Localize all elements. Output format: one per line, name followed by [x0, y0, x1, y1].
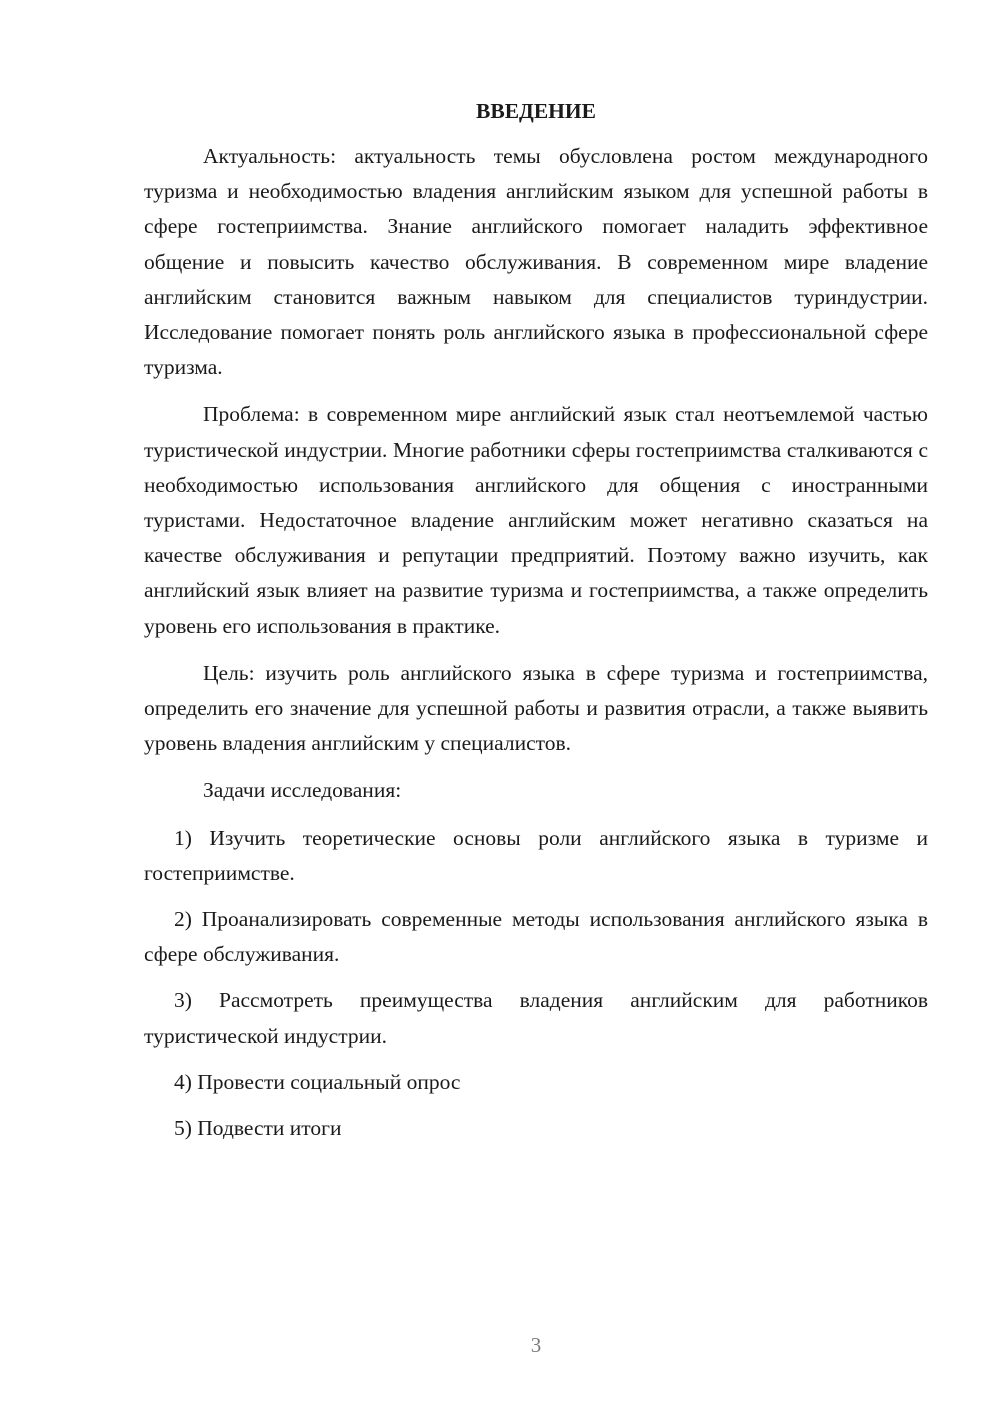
list-item: 5) Подвести итоги — [174, 1116, 342, 1141]
problem-paragraph: Проблема: в современном мире английский язык стал неотъемлемой частью туристической индустрии. Многие работники сферы гостеприимства сталкиваются с необходимостью использования английского для общения с иностранными туристами. Недостаточное владение английским может негативно сказаться на качестве обслуживания и репутации предприятий. Поэтому важно изучить, как английский язык влияет на развитие туризма и гостеприимства, а также определить уровень его использования в практике. — [144, 402, 928, 638]
document-page — [144, 95, 928, 1157]
section-heading: ВВЕДЕНИЕ — [476, 99, 596, 123]
relevance-paragraph: Актуальность: актуальность темы обусловлена ростом международного туризма и необходимостью владения английским языком для успешной работы в сфере гостеприимства. Знание английского помогает наладить эффективное общение и повысить качество обслуживания. В современном мире владение английским становится важным навыком для специалистов туриндустрии. Исследование помогает понять роль английского языка в профессиональной сфере туризма. — [144, 144, 928, 380]
goal-paragraph: Цель: изучить роль английского языка в сфере туризма и гостеприимства, определить его значение для успешной работы и развития отрасли, а также выявить уровень владения английским у специалистов. — [144, 660, 928, 756]
list-item: 4) Провести социальный опрос — [174, 1069, 461, 1094]
list-item: 3) Рассмотреть преимущества владения английским для работников туристической индустрии. — [144, 988, 928, 1048]
page-number: 3 — [530, 1333, 542, 1357]
list-item: 2) Проанализировать современные методы использования английского языка в сфере обслуживания. — [144, 907, 928, 967]
tasks-list — [144, 821, 928, 1147]
list-item: 1) Изучить теоретические основы роли английского языка в туризме и гостеприимстве. — [144, 825, 928, 885]
tasks-title: Задачи исследования: — [203, 778, 402, 803]
